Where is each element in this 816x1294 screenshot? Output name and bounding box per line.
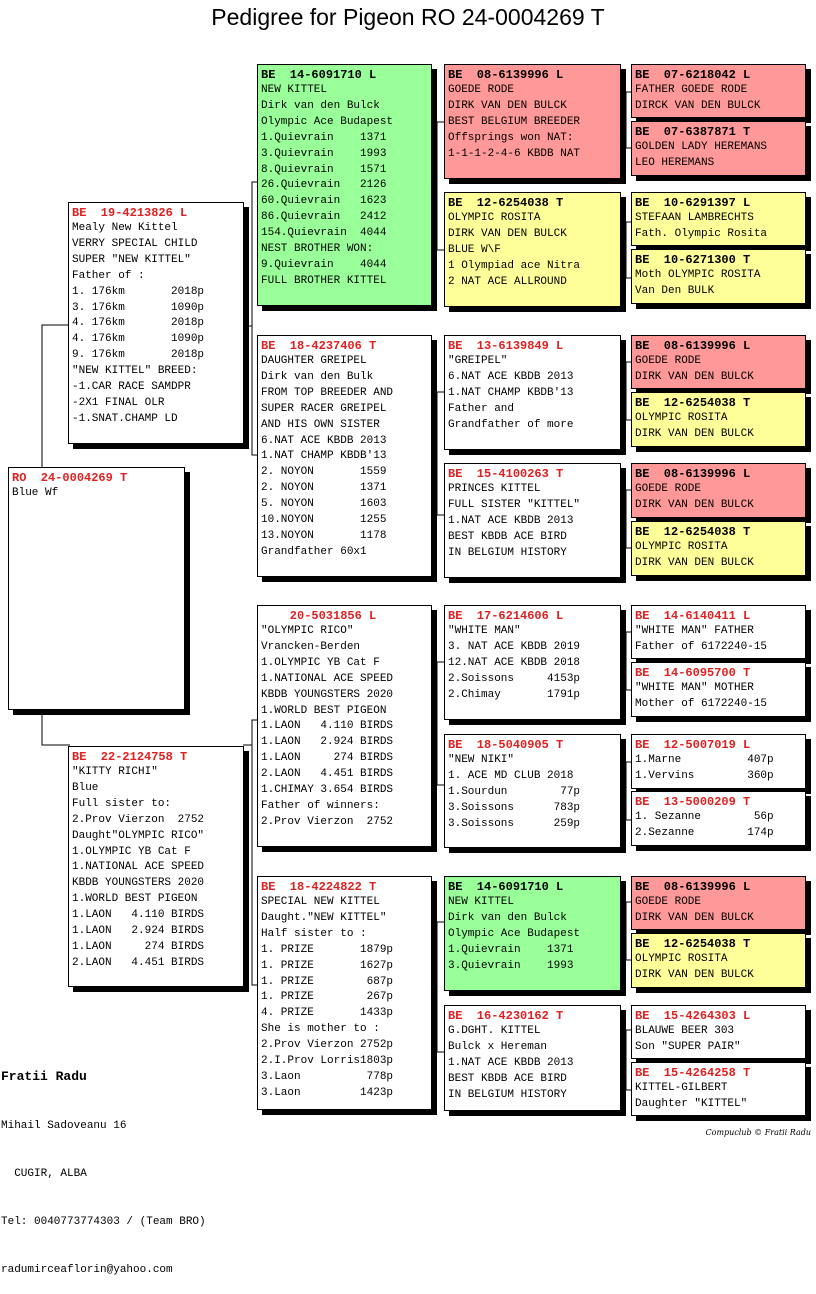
country-code: BE (448, 467, 463, 481)
pigeon-notes: SPECIAL NEW KITTEL Daught."NEW KITTEL" Half sister to : 1. PRIZE 1879p 1. PRIZE 1627p 1. PRIZE 687p 1. PRIZE 267p 4. PRIZE 1433p She is mother to : 2.Prov Vierzon 2752p 2.I.Prov Lorris1803p 3.Laon 778p 3.Laon 1423p (261, 896, 394, 1099)
ring-number: 14-6091710 L (462, 880, 564, 894)
ancestor-gen3-box-1 (444, 64, 621, 179)
ring-number: 24-0004269 T (26, 471, 128, 485)
ancestor-gen4-box-4 (631, 249, 806, 304)
pigeon-notes: 1. Sezanne 56p 2.Sezanne 174p (635, 811, 774, 839)
ring-number: 20-5031856 L (261, 609, 377, 623)
ancestor-gen4-box-10 (631, 662, 806, 717)
ring-number: 16-4230162 T (462, 1009, 564, 1023)
ancestor-gen4-box-11 (631, 734, 806, 789)
ring-number: 13-5000209 T (649, 795, 751, 809)
owner-city-line: CUGIR, ALBA (1, 1168, 87, 1180)
pigeon-notes: "NEW NIKI" 1. ACE MD CLUB 2018 1.Sourdun 77p 3.Soissons 783p 3.Soissons 259p (448, 754, 581, 830)
ancestor-gen4-box-13 (631, 876, 806, 930)
page-title: Pedigree for Pigeon RO 24-0004269 T (211, 4, 605, 30)
pigeon-notes: STEFAAN LAMBRECHTS Fath. Olympic Rosita (635, 212, 768, 240)
pigeon-notes: GOEDE RODE DIRK VAN DEN BULCK (635, 483, 754, 511)
ring-number: 12-6254038 T (462, 196, 564, 210)
country-code: BE (448, 609, 463, 623)
country-code: BE (635, 666, 650, 680)
ring-number: 07-6387871 T (649, 125, 751, 139)
country-code: BE (448, 339, 463, 353)
ring-number: 14-6091710 L (275, 68, 377, 82)
ring-number: 22-2124758 T (86, 750, 188, 764)
country-code: BE (448, 1009, 463, 1023)
country-code: BE (635, 795, 650, 809)
pigeon-notes: "KITTY RICHI" Blue Full sister to: 2.Prov Vierzon 2752 Daught"OLYMPIC RICO" 1.OLYMPIC YB Cat F 1.NATIONAL ACE SPEED KBDB YOUNGSTERS 2020 1.WORLD BEST PIGEON 1.LAON 4.110 BIRDS 1.LAON 2.924 BIRDS 1.LAON 274 BIRDS 2.LAON 4.451 BIRDS (72, 766, 205, 969)
owner-name: Fratii Radu (1, 1069, 87, 1084)
country-code: BE (448, 880, 463, 894)
ancestor-gen4-box-8 (631, 521, 806, 576)
pigeon-notes: OLYMPIC ROSITA DIRK VAN DEN BULCK (635, 412, 754, 440)
ancestor-gen3-box-7 (444, 876, 621, 991)
ancestor-gen3-box-8 (444, 1005, 621, 1111)
country-code: BE (448, 196, 463, 210)
pigeon-notes: BLAUWE BEER 303 Son "SUPER PAIR" (635, 1025, 741, 1053)
grandsire-maternal-box (257, 605, 432, 847)
country-code: BE (635, 339, 650, 353)
pigeon-notes: GOEDE RODE DIRK VAN DEN BULCK (635, 355, 754, 383)
ancestor-gen4-box-7 (631, 463, 806, 518)
pigeon-notes: NEW KITTEL Dirk van den Bulck Olympic Ace Budapest 1.Quievrain 1371 3.Quievrain 1993 8.Quievrain 1571 26.Quievrain 2126 60.Quievrain 1623 86.Quievrain 2412 154.Quievrain 4044 NEST BROTHER WON: 9.Quievrain 4044 FULL BROTHER KITTEL (261, 84, 394, 287)
country-code: BE (635, 1066, 650, 1080)
country-code: BE (72, 750, 87, 764)
country-code: BE (635, 525, 650, 539)
country-code: BE (635, 125, 650, 139)
ring-number: 08-6139996 L (649, 880, 751, 894)
ancestor-gen4-box-1 (631, 64, 806, 118)
ancestor-gen4-box-14 (631, 933, 806, 988)
ancestor-gen4-box-6 (631, 392, 806, 447)
ancestor-gen4-box-15 (631, 1005, 806, 1059)
ancestor-gen3-box-6 (444, 734, 621, 848)
pigeon-notes: G.DGHT. KITTEL Bulck x Hereman 1.NAT ACE KBDB 2013 BEST KBDB ACE BIRD IN BELGIUM HISTORY (448, 1025, 574, 1101)
owner-phone-line: Tel: 0040773774303 / (Team BRO) (1, 1216, 206, 1228)
ancestor-gen3-box-4 (444, 463, 621, 578)
country-code: BE (635, 609, 650, 623)
ancestor-gen3-box-2 (444, 192, 621, 307)
ring-number: 10-6291397 L (649, 196, 751, 210)
pigeon-notes: OLYMPIC ROSITA DIRK VAN DEN BULCK (635, 541, 754, 569)
pigeon-notes: GOEDE RODE DIRK VAN DEN BULCK (635, 896, 754, 924)
ring-number: 12-6254038 T (649, 937, 751, 951)
pigeon-notes: "WHITE MAN" FATHER Father of 6172240-15 (635, 625, 768, 653)
pigeon-notes: FATHER GOEDE RODE DIRCK VAN DEN BULCK (635, 84, 761, 112)
ring-number: 17-6214606 L (462, 609, 564, 623)
ancestor-gen3-box-5 (444, 605, 621, 720)
pigeon-notes: Moth OLYMPIC ROSITA Van Den BULK (635, 269, 761, 297)
ancestor-gen4-box-12 (631, 791, 806, 846)
ancestor-gen4-box-16 (631, 1062, 806, 1116)
owner-info (1, 1036, 206, 1294)
ancestor-gen4-box-5 (631, 335, 806, 389)
pigeon-notes: PRINCES KITTEL FULL SISTER "KITTEL" 1.NAT ACE KBDB 2013 BEST KBDB ACE BIRD IN BELGIUM HISTORY (448, 483, 581, 559)
ancestor-gen3-box-3 (444, 335, 621, 450)
pigeon-notes: Mealy New Kittel VERRY SPECIAL CHILD SUPER "NEW KITTEL" Father of : 1. 176km 2018p 3. 176km 1090p 4. 176km 2018p 4. 176km 1090p 9. 176km 2018p "NEW KITTEL" BREED: -1.CAR RACE SAMDPR -2X1 FINAL OLR -1.SNAT.CHAMP LD (72, 222, 205, 425)
country-code: BE (635, 738, 650, 752)
ring-number: 12-6254038 T (649, 525, 751, 539)
country-code: BE (448, 68, 463, 82)
country-code: BE (635, 253, 650, 267)
ancestor-gen4-box-9 (631, 605, 806, 659)
granddam-paternal-box (257, 335, 432, 577)
ring-number: 18-4224822 T (275, 880, 377, 894)
grandsire-paternal-box (257, 64, 432, 306)
subject-pigeon-box (8, 467, 185, 710)
country-code: BE (635, 1009, 650, 1023)
ring-number: 08-6139996 L (649, 339, 751, 353)
country-code: BE (635, 396, 650, 410)
country-code: RO (12, 471, 27, 485)
country-code: BE (448, 738, 463, 752)
ring-number: 08-6139996 L (649, 467, 751, 481)
ring-number: 10-6271300 T (649, 253, 751, 267)
granddam-maternal-box (257, 876, 432, 1110)
software-credit: Compuclub © Fratii Radu (705, 1128, 811, 1137)
ring-number: 15-4100263 T (462, 467, 564, 481)
pigeon-notes: NEW KITTEL Dirk van den Bulck Olympic Ace Budapest 1.Quievrain 1371 3.Quievrain 1993 (448, 896, 581, 972)
ancestor-gen4-box-2 (631, 121, 806, 176)
ring-number: 15-4264303 L (649, 1009, 751, 1023)
ancestor-gen4-box-3 (631, 192, 806, 246)
pigeon-notes: DAUGHTER GREIPEL Dirk van den Bulk FROM TOP BREEDER AND SUPER RACER GREIPEL AND HIS OWN SISTER 6.NAT ACE KBDB 2013 1.NAT CHAMP KBDB'13 2. NOYON 1559 2. NOYON 1371 5. NOYON 1603 10.NOYON 1255 13.NOYON 1178 Grandfather 60x1 (261, 355, 394, 558)
ring-number: 18-5040905 T (462, 738, 564, 752)
ring-number: 18-4237406 T (275, 339, 377, 353)
ring-number: 13-6139849 L (462, 339, 564, 353)
owner-address-line: Mihail Sadoveanu 16 (1, 1120, 127, 1132)
pigeon-notes: "WHITE MAN" 3. NAT ACE KBDB 2019 12.NAT ACE KBDB 2018 2.Soissons 4153p 2.Chimay 1791p (448, 625, 581, 701)
pigeon-notes: Blue Wf (12, 487, 59, 499)
country-code: BE (72, 206, 87, 220)
country-code: BE (635, 467, 650, 481)
pigeon-notes: GOLDEN LADY HEREMANS LEO HEREMANS (635, 141, 768, 169)
dam-box (68, 746, 244, 987)
ring-number: 12-6254038 T (649, 396, 751, 410)
country-code: BE (635, 880, 650, 894)
country-code: BE (261, 880, 276, 894)
pigeon-notes: "WHITE MAN" MOTHER Mother of 6172240-15 (635, 682, 768, 710)
country-code: BE (635, 937, 650, 951)
pigeon-notes: OLYMPIC ROSITA DIRK VAN DEN BULCK (635, 953, 754, 981)
sire-box (68, 202, 244, 444)
ring-number: 07-6218042 L (649, 68, 751, 82)
pigeon-notes: 1.Marne 407p 1.Vervins 360p (635, 754, 774, 782)
country-code: BE (635, 68, 650, 82)
pigeon-notes: GOEDE RODE DIRK VAN DEN BULCK BEST BELGIUM BREEDER Offsprings won NAT: 1-1-1-2-4-6 KBDB NAT (448, 84, 581, 160)
pigeon-notes: "OLYMPIC RICO" Vrancken-Berden 1.OLYMPIC YB Cat F 1.NATIONAL ACE SPEED KBDB YOUNGSTERS 2020 1.WORLD BEST PIGEON 1.LAON 4.110 BIRDS 1.LAON 2.924 BIRDS 1.LAON 274 BIRDS 2.LAON 4.451 BIRDS 1.CHIMAY 3.654 BIRDS Father of winners: 2.Prov Vierzon 2752 (261, 625, 394, 828)
ring-number: 19-4213826 L (86, 206, 188, 220)
pigeon-notes: "GREIPEL" 6.NAT ACE KBDB 2013 1.NAT CHAMP KBDB'13 Father and Grandfather of more (448, 355, 574, 431)
pigeon-notes: KITTEL-GILBERT Daughter "KITTEL" (635, 1082, 748, 1110)
owner-email-line: radumirceaflorin@yahoo.com (1, 1264, 173, 1276)
ring-number: 15-4264258 T (649, 1066, 751, 1080)
pigeon-notes: OLYMPIC ROSITA DIRK VAN DEN BULCK BLUE W\F 1 Olympiad ace Nitra 2 NAT ACE ALLROUND (448, 212, 581, 288)
ring-number: 08-6139996 L (462, 68, 564, 82)
country-code: BE (261, 68, 276, 82)
ring-number: 14-6095700 T (649, 666, 751, 680)
country-code: BE (261, 339, 276, 353)
ring-number: 12-5007019 L (649, 738, 751, 752)
ring-number: 14-6140411 L (649, 609, 751, 623)
country-code: BE (635, 196, 650, 210)
